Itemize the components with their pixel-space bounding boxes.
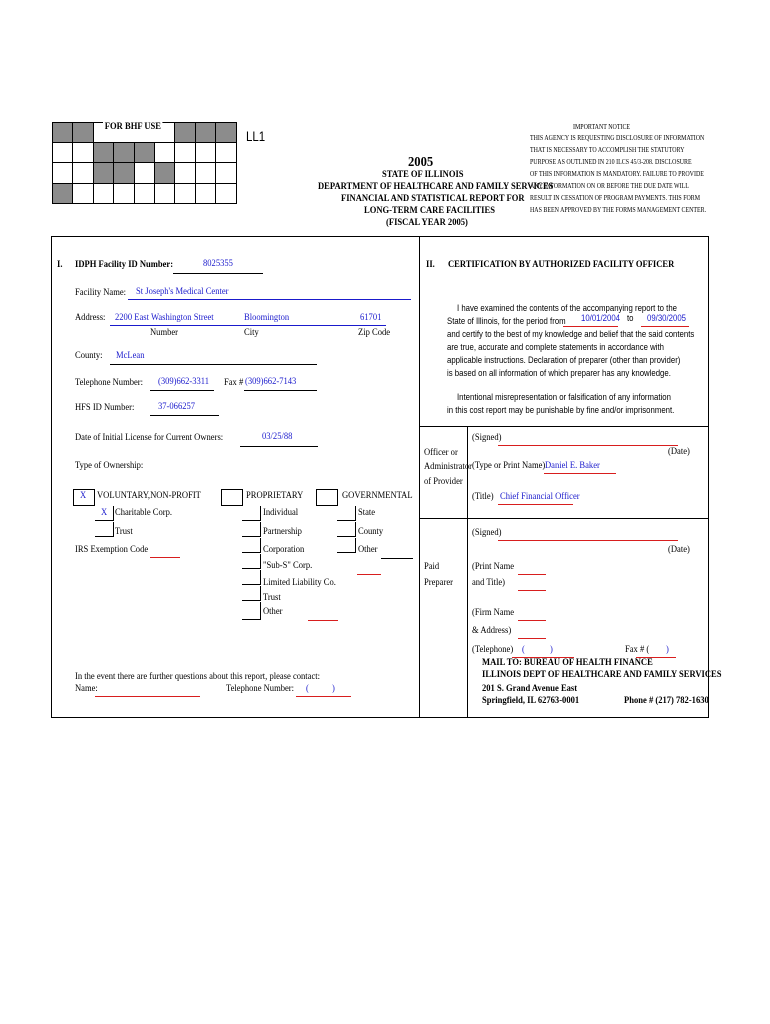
individual-checkbox[interactable] [242, 506, 261, 521]
preparer-signed-label: (Signed) [472, 528, 502, 538]
mail-line-2: ILLINOIS DEPT OF HEALTHCARE AND FAMILY SERVICES [482, 670, 722, 680]
partnership-label: Partnership [263, 527, 302, 537]
mail-phone: Phone # (217) 782-1630 [624, 696, 709, 706]
certification-title: CERTIFICATION BY AUTHORIZED FACILITY OFFICER [448, 260, 675, 270]
preparer-tel-open: ( [522, 645, 525, 655]
state-checkbox[interactable] [337, 506, 356, 521]
subs-checkbox[interactable] [242, 554, 261, 569]
address-value[interactable]: 2200 East Washington Street [115, 313, 214, 323]
state-label: State [358, 508, 376, 518]
warning-line-2: in this cost report may be punishable by fine and/or imprisonment. [447, 405, 675, 416]
pother-checkbox[interactable] [242, 602, 261, 620]
contact-phone-close: ) [332, 684, 335, 694]
form-code: LL1 [246, 128, 266, 144]
corporation-checkbox[interactable] [242, 538, 261, 553]
cert-line-2: State of Illinois, for the period from [447, 316, 566, 327]
mail-line-3: 201 S. Grand Avenue East [482, 684, 578, 694]
ptrust-checkbox[interactable] [242, 586, 261, 601]
telephone-label: Telephone Number: [75, 378, 144, 388]
notice-line: RESULT IN CESSATION OF PROGRAM PAYMENTS. THIS FORM [530, 194, 701, 202]
zip-value[interactable]: 61701 [360, 313, 382, 323]
officer-date-label: (Date) [668, 447, 690, 457]
officer-signed-label: (Signed) [472, 433, 502, 443]
individual-label: Individual [263, 508, 299, 518]
ptrust-label: Trust [263, 593, 281, 603]
warning-line-1: Intentional misrepresentation or falsification of any information [457, 392, 671, 403]
idph-label: IDPH Facility ID Number: [75, 260, 174, 270]
idph-value[interactable]: 8025355 [203, 259, 233, 269]
officer-label-3: of Provider [424, 477, 463, 487]
irs-underline [150, 557, 180, 558]
contact-phone-open: ( [306, 684, 309, 694]
governmental-checkbox[interactable] [316, 489, 338, 506]
notice-line: PURPOSE AS OUTLINED IN 210 ILCS 45/3-208. DISCLOSURE [530, 158, 692, 166]
firm-underline-1 [518, 620, 546, 621]
voluntary-mark: X [80, 491, 87, 501]
fax-value[interactable]: (309)662-7143 [245, 377, 297, 387]
facility-name-label: Facility Name: [75, 288, 127, 298]
officer-title-underline [498, 504, 573, 505]
city-caption: City [244, 328, 259, 338]
llc-checkbox[interactable] [242, 570, 261, 585]
officer-title-label: (Title) [472, 492, 494, 502]
address-label: Address: [75, 313, 106, 323]
department-heading: DEPARTMENT OF HEALTHCARE AND FAMILY SERVICES [318, 182, 554, 192]
form-year: 2005 [408, 155, 434, 170]
subs-underline [357, 574, 381, 575]
mail-line-4: Springfield, IL 62763-0001 [482, 696, 580, 706]
hfs-underline [150, 415, 219, 416]
preparer-tel-label: (Telephone) [472, 645, 514, 655]
officer-name-underline [544, 473, 616, 474]
charitable-label: Charitable Corp. [115, 508, 172, 518]
notice-title: IMPORTANT NOTICE [573, 123, 631, 131]
county-label: County: [75, 351, 103, 361]
facility-type-heading: LONG-TERM CARE FACILITIES [364, 206, 495, 216]
ownership-label: Type of Ownership: [75, 461, 144, 471]
cert-line-1: I have examined the contents of the accompanying report to the [457, 303, 677, 314]
officer-signature-line [498, 445, 678, 446]
state-heading: STATE OF ILLINOIS [382, 170, 464, 180]
facility-name-underline [128, 299, 411, 300]
preparer-fax-label: Fax # ( [625, 645, 650, 655]
telephone-value[interactable]: (309)662-3311 [158, 377, 209, 387]
period-from[interactable]: 10/01/2004 [581, 313, 620, 324]
officer-label-1: Officer or [424, 448, 458, 458]
llc-label: Limited Liability Co. [263, 578, 336, 588]
preparer-label-1: Paid [424, 562, 440, 572]
preparer-tel-close: ) [550, 645, 553, 655]
preparer-date-label: (Date) [668, 545, 690, 555]
idph-underline [173, 273, 263, 274]
trust-label: Trust [115, 527, 133, 537]
firm-label-2: & Address) [472, 626, 512, 636]
preparer-signature-line [498, 540, 678, 541]
officer-label-2: Administrator [424, 462, 472, 472]
license-date-underline [240, 446, 318, 447]
trust-checkbox[interactable] [95, 522, 114, 537]
pother-underline [308, 620, 338, 621]
county-value[interactable]: McLean [116, 351, 145, 361]
corporation-label: Corporation [263, 545, 305, 555]
proprietary-checkbox[interactable] [221, 489, 243, 506]
county-option-label: County [358, 527, 384, 537]
gother-checkbox[interactable] [337, 538, 356, 553]
officer-preparer-divider [419, 518, 708, 519]
print-name-label-1: (Print Name [472, 562, 515, 572]
section-divider [419, 236, 420, 717]
section-two-number: II. [426, 260, 435, 270]
partnership-checkbox[interactable] [242, 522, 261, 537]
county-checkbox[interactable] [337, 522, 356, 537]
officer-name-value[interactable]: Daniel E. Baker [545, 461, 600, 471]
governmental-label: GOVERNMENTAL [342, 491, 413, 501]
contact-phone-label: Telephone Number: [226, 684, 295, 694]
address-underline [110, 325, 386, 326]
license-date-label: Date of Initial License for Current Owners: [75, 433, 224, 443]
irs-label: IRS Exemption Code [75, 545, 149, 555]
notice-line: HAS BEEN APPROVED BY THE FORMS MANAGEMENT CENTER. [530, 206, 707, 214]
proprietary-label: PROPRIETARY [246, 491, 304, 501]
period-to-word: to [627, 313, 634, 324]
subs-label: "Sub-S" Corp. [263, 561, 313, 571]
officer-title-value[interactable]: Chief Financial Officer [500, 492, 580, 502]
telephone-underline [150, 390, 214, 391]
zip-caption: Zip Code [358, 328, 391, 338]
facility-name-value[interactable]: St Joseph's Medical Center [136, 287, 229, 297]
contact-name-label: Name: [75, 684, 98, 694]
notice-line: OF THIS INFORMATION IS MANDATORY. FAILURE TO PROVIDE [530, 170, 704, 178]
fiscal-year-heading: (FISCAL YEAR 2005) [386, 218, 468, 228]
print-name-underline-1 [518, 574, 546, 575]
gother-underline [381, 558, 413, 559]
preparer-fax-close: ) [666, 645, 669, 655]
mail-line-1: MAIL TO: BUREAU OF HEALTH FINANCE [482, 658, 653, 668]
cert-line-4: are true, accurate and complete statements in accordance with [447, 342, 664, 353]
period-to-underline [641, 326, 689, 327]
cert-line-6: is based on all information of which preparer has any knowledge. [447, 368, 671, 379]
cert-divider [419, 426, 708, 427]
cert-line-5: applicable instructions. Declaration of preparer (other than provider) [447, 355, 681, 366]
fax-underline [244, 390, 317, 391]
contact-phone-underline [296, 696, 351, 697]
hfs-label: HFS ID Number: [75, 403, 135, 413]
report-title: FINANCIAL AND STATISTICAL REPORT FOR [341, 194, 525, 204]
notice-line: THAT IS NECESSARY TO ACCOMPLISH THE STATUTORY [530, 146, 685, 154]
officer-name-label: (Type or Print Name) [472, 461, 546, 471]
voluntary-label: VOLUNTARY,NON-PROFIT [97, 491, 201, 501]
cert-line-3: and certify to the best of my knowledge and belief that the said contents [447, 329, 695, 340]
fax-label: Fax # [224, 378, 244, 388]
hfs-value[interactable]: 37-066257 [158, 402, 196, 412]
county-underline [110, 364, 317, 365]
print-name-underline-2 [518, 590, 546, 591]
firm-underline-2 [518, 638, 546, 639]
notice-line: ANY INFORMATION ON OR BEFORE THE DUE DATE WILL [530, 182, 689, 190]
section-one-number: I. [57, 260, 63, 270]
license-date-value[interactable]: 03/25/88 [262, 432, 293, 442]
print-name-label-2: and Title) [472, 578, 506, 588]
pother-label: Other [263, 607, 283, 617]
gother-label: Other [358, 545, 378, 555]
notice-line: THIS AGENCY IS REQUESTING DISCLOSURE OF INFORMATION [530, 134, 705, 142]
city-value[interactable]: Bloomington [244, 313, 290, 323]
firm-label-1: (Firm Name [472, 608, 515, 618]
charitable-mark: X [101, 508, 108, 518]
period-from-underline [563, 326, 618, 327]
preparer-label-2: Preparer [424, 578, 453, 588]
number-caption: Number [150, 328, 179, 338]
bhf-use-grid [52, 122, 237, 204]
contact-line: In the event there are further questions about this report, please contact: [75, 672, 321, 682]
contact-name-underline [95, 696, 200, 697]
period-to[interactable]: 09/30/2005 [647, 313, 686, 324]
bhf-use-label: FOR BHF USE [104, 122, 162, 132]
